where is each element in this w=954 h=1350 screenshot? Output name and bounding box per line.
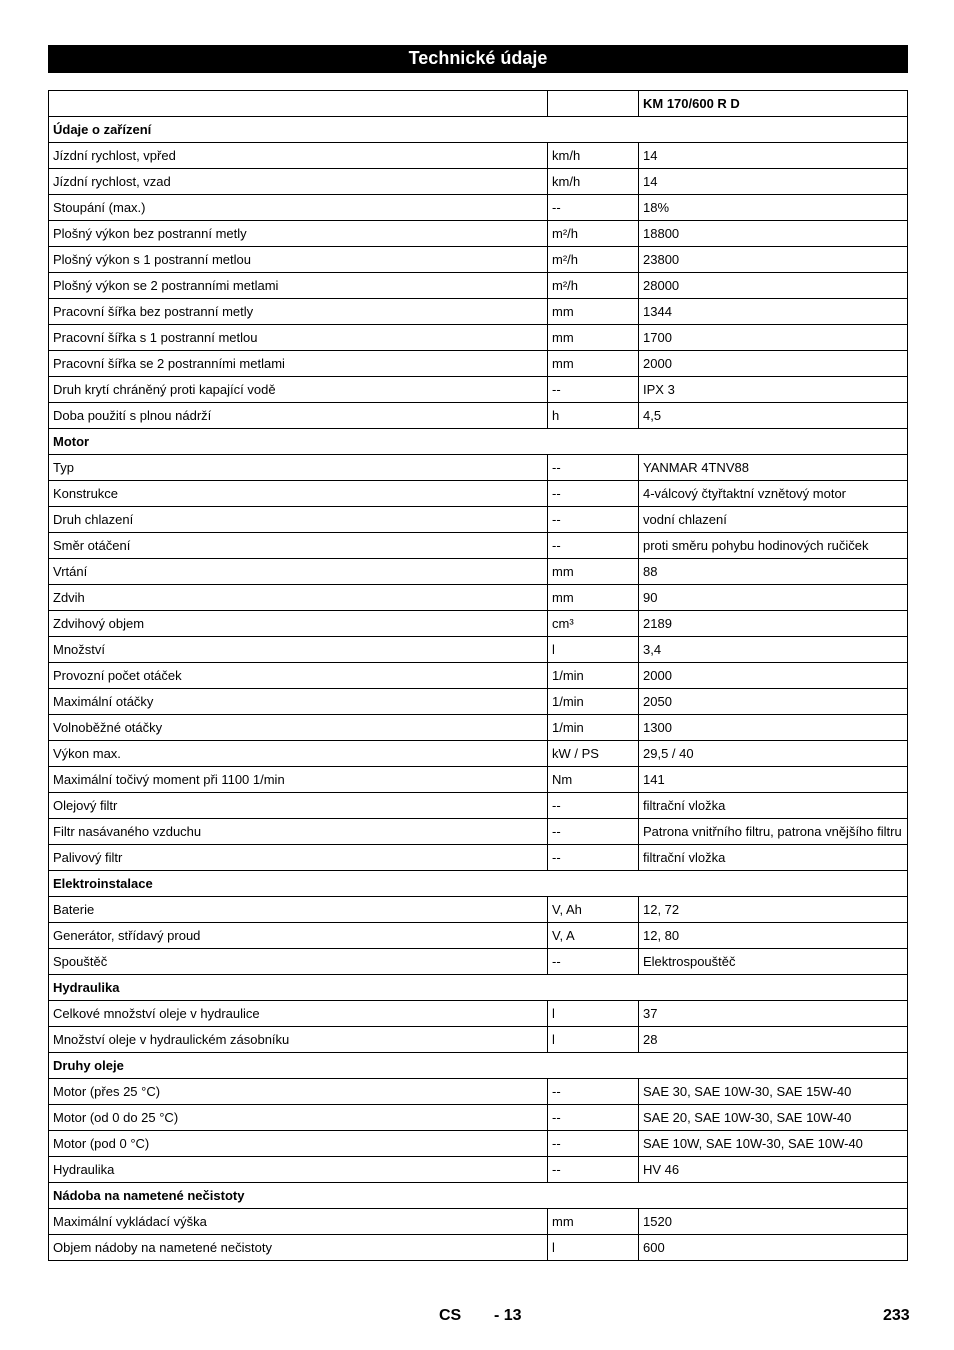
unit-cell: -- — [548, 1131, 639, 1157]
footer-section-page: - 13 — [494, 1307, 522, 1324]
table-row — [49, 949, 908, 975]
unit-cell: mm — [548, 559, 639, 585]
footer-language: CS — [439, 1307, 462, 1324]
value-cell: 2189 — [639, 611, 908, 637]
unit-cell: -- — [548, 455, 639, 481]
value-cell: 1700 — [639, 325, 908, 351]
table-row — [49, 1235, 908, 1261]
value-cell: 3,4 — [639, 637, 908, 663]
unit-cell: km/h — [548, 169, 639, 195]
unit-cell: 1/min — [548, 715, 639, 741]
section-title: Nádoba na nametené nečistoty — [49, 1183, 908, 1209]
unit-cell: l — [548, 637, 639, 663]
parameter-cell: Hydraulika — [49, 1157, 548, 1183]
parameter-cell: Zdvih — [49, 585, 548, 611]
parameter-cell: Plošný výkon bez postranní metly — [49, 221, 548, 247]
parameter-cell: Pracovní šířka bez postranní metly — [49, 299, 548, 325]
value-cell: 12, 72 — [639, 897, 908, 923]
unit-cell: mm — [548, 1209, 639, 1235]
table-row — [49, 1131, 908, 1157]
unit-cell: m²/h — [548, 247, 639, 273]
parameter-cell: Filtr nasávaného vzduchu — [49, 819, 548, 845]
value-cell: IPX 3 — [639, 377, 908, 403]
value-cell: Elektrospouštěč — [639, 949, 908, 975]
value-cell: filtrační vložka — [639, 793, 908, 819]
unit-cell: -- — [548, 1105, 639, 1131]
parameter-cell: Jízdní rychlost, vzad — [49, 169, 548, 195]
unit-cell: -- — [548, 793, 639, 819]
parameter-cell: Plošný výkon se 2 postranními metlami — [49, 273, 548, 299]
value-cell: 18% — [639, 195, 908, 221]
unit-cell: V, Ah — [548, 897, 639, 923]
section-row — [49, 871, 908, 897]
value-cell: vodní chlazení — [639, 507, 908, 533]
table-row — [49, 663, 908, 689]
table-row — [49, 1001, 908, 1027]
table-row — [49, 1105, 908, 1131]
unit-cell: 1/min — [548, 689, 639, 715]
section-title: Údaje o zařízení — [49, 117, 908, 143]
value-cell: proti směru pohybu hodinových ručiček — [639, 533, 908, 559]
value-cell: YANMAR 4TNV88 — [639, 455, 908, 481]
parameter-cell: Množství oleje v hydraulickém zásobníku — [49, 1027, 548, 1053]
parameter-cell: Plošný výkon s 1 postranní metlou — [49, 247, 548, 273]
parameter-cell: Motor (přes 25 °C) — [49, 1079, 548, 1105]
value-cell: 88 — [639, 559, 908, 585]
table-row — [49, 715, 908, 741]
value-cell: 14 — [639, 143, 908, 169]
value-cell: 1300 — [639, 715, 908, 741]
section-row — [49, 1183, 908, 1209]
parameter-cell: Vrtání — [49, 559, 548, 585]
unit-cell: kW / PS — [548, 741, 639, 767]
unit-cell: -- — [548, 949, 639, 975]
table-row — [49, 741, 908, 767]
table-row — [49, 377, 908, 403]
value-cell: 1520 — [639, 1209, 908, 1235]
value-cell: SAE 30, SAE 10W-30, SAE 15W-40 — [639, 1079, 908, 1105]
section-row — [49, 429, 908, 455]
parameter-cell: Pracovní šířka se 2 postranními metlami — [49, 351, 548, 377]
unit-cell: l — [548, 1027, 639, 1053]
table-row — [49, 845, 908, 871]
table-row — [49, 1157, 908, 1183]
unit-cell: km/h — [548, 143, 639, 169]
unit-cell: l — [548, 1235, 639, 1261]
unit-cell: -- — [548, 1079, 639, 1105]
table-row — [49, 1027, 908, 1053]
table-row — [49, 897, 908, 923]
parameter-cell: Maximální otáčky — [49, 689, 548, 715]
unit-cell: -- — [548, 533, 639, 559]
table-row — [49, 637, 908, 663]
parameter-cell: Baterie — [49, 897, 548, 923]
unit-cell: -- — [548, 195, 639, 221]
unit-cell: m²/h — [548, 221, 639, 247]
unit-cell: cm³ — [548, 611, 639, 637]
value-cell: 2000 — [639, 351, 908, 377]
value-cell: HV 46 — [639, 1157, 908, 1183]
value-cell: 2000 — [639, 663, 908, 689]
parameter-cell: Stoupání (max.) — [49, 195, 548, 221]
header-cell — [49, 91, 548, 117]
value-cell: filtrační vložka — [639, 845, 908, 871]
parameter-cell: Spouštěč — [49, 949, 548, 975]
parameter-cell: Olejový filtr — [49, 793, 548, 819]
table-row — [49, 455, 908, 481]
parameter-cell: Typ — [49, 455, 548, 481]
parameter-cell: Provozní počet otáček — [49, 663, 548, 689]
unit-cell: -- — [548, 481, 639, 507]
value-cell: 18800 — [639, 221, 908, 247]
unit-cell: V, A — [548, 923, 639, 949]
unit-cell: m²/h — [548, 273, 639, 299]
parameter-cell: Směr otáčení — [49, 533, 548, 559]
table-row — [49, 611, 908, 637]
table-row — [49, 195, 908, 221]
table-header-row — [49, 91, 908, 117]
parameter-cell: Výkon max. — [49, 741, 548, 767]
unit-cell: -- — [548, 507, 639, 533]
value-cell: 4,5 — [639, 403, 908, 429]
model-header: KM 170/600 R D — [639, 91, 908, 117]
table-row — [49, 507, 908, 533]
value-cell: 90 — [639, 585, 908, 611]
unit-cell: mm — [548, 325, 639, 351]
value-cell: SAE 20, SAE 10W-30, SAE 10W-40 — [639, 1105, 908, 1131]
parameter-cell: Generátor, střídavý proud — [49, 923, 548, 949]
unit-cell: mm — [548, 351, 639, 377]
parameter-cell: Motor (pod 0 °C) — [49, 1131, 548, 1157]
table-row — [49, 559, 908, 585]
parameter-cell: Zdvihový objem — [49, 611, 548, 637]
table-row — [49, 325, 908, 351]
value-cell: 141 — [639, 767, 908, 793]
table-row — [49, 351, 908, 377]
table-row — [49, 299, 908, 325]
section-title: Hydraulika — [49, 975, 908, 1001]
value-cell: 37 — [639, 1001, 908, 1027]
value-cell: 4-válcový čtyřtaktní vznětový motor — [639, 481, 908, 507]
table-row — [49, 1079, 908, 1105]
unit-cell: mm — [548, 299, 639, 325]
table-row — [49, 793, 908, 819]
page-title: Technické údaje — [48, 45, 908, 73]
table-row — [49, 481, 908, 507]
value-cell: SAE 10W, SAE 10W-30, SAE 10W-40 — [639, 1131, 908, 1157]
footer-page-number: 233 — [883, 1307, 910, 1324]
section-row — [49, 117, 908, 143]
parameter-cell: Množství — [49, 637, 548, 663]
unit-cell: -- — [548, 1157, 639, 1183]
technical-data-table — [48, 90, 908, 1261]
parameter-cell: Maximální točivý moment při 1100 1/min — [49, 767, 548, 793]
unit-cell: -- — [548, 819, 639, 845]
parameter-cell: Jízdní rychlost, vpřed — [49, 143, 548, 169]
section-row — [49, 975, 908, 1001]
value-cell: 14 — [639, 169, 908, 195]
parameter-cell: Druh chlazení — [49, 507, 548, 533]
table-row — [49, 221, 908, 247]
table-row — [49, 533, 908, 559]
table-row — [49, 585, 908, 611]
value-cell: 12, 80 — [639, 923, 908, 949]
value-cell: 28000 — [639, 273, 908, 299]
parameter-cell: Druh krytí chráněný proti kapající vodě — [49, 377, 548, 403]
value-cell: 600 — [639, 1235, 908, 1261]
table-row — [49, 689, 908, 715]
unit-cell: -- — [548, 845, 639, 871]
table-row — [49, 143, 908, 169]
section-title: Motor — [49, 429, 908, 455]
table-row — [49, 1209, 908, 1235]
section-title: Elektroinstalace — [49, 871, 908, 897]
unit-cell: Nm — [548, 767, 639, 793]
parameter-cell: Pracovní šířka s 1 postranní metlou — [49, 325, 548, 351]
parameter-cell: Konstrukce — [49, 481, 548, 507]
parameter-cell: Doba použití s plnou nádrží — [49, 403, 548, 429]
table-row — [49, 923, 908, 949]
unit-cell: mm — [548, 585, 639, 611]
unit-cell: l — [548, 1001, 639, 1027]
table-row — [49, 767, 908, 793]
table-row — [49, 819, 908, 845]
parameter-cell: Palivový filtr — [49, 845, 548, 871]
value-cell: 29,5 / 40 — [639, 741, 908, 767]
unit-cell: 1/min — [548, 663, 639, 689]
parameter-cell: Objem nádoby na nametené nečistoty — [49, 1235, 548, 1261]
table-row — [49, 403, 908, 429]
unit-cell: h — [548, 403, 639, 429]
table-row — [49, 169, 908, 195]
parameter-cell: Maximální vykládací výška — [49, 1209, 548, 1235]
parameter-cell: Celkové množství oleje v hydraulice — [49, 1001, 548, 1027]
section-row — [49, 1053, 908, 1079]
table-row — [49, 273, 908, 299]
unit-cell: -- — [548, 377, 639, 403]
value-cell: 28 — [639, 1027, 908, 1053]
value-cell: Patrona vnitřního filtru, patrona vnějšího filtru — [639, 819, 908, 845]
parameter-cell: Volnoběžné otáčky — [49, 715, 548, 741]
value-cell: 1344 — [639, 299, 908, 325]
value-cell: 23800 — [639, 247, 908, 273]
header-cell — [548, 91, 639, 117]
table-row — [49, 247, 908, 273]
value-cell: 2050 — [639, 689, 908, 715]
parameter-cell: Motor (od 0 do 25 °C) — [49, 1105, 548, 1131]
section-title: Druhy oleje — [49, 1053, 908, 1079]
